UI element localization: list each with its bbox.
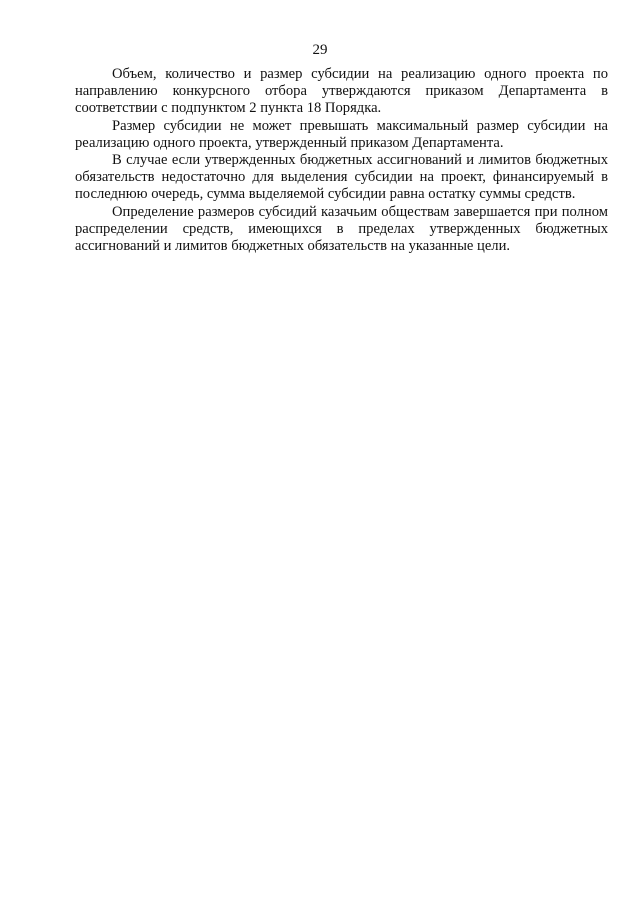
paragraph-subsidy-volume: Объем, количество и размер субсидии на реализацию одного проекта по направлению конкурсного отбора утверждаются приказом Департамента в соответствии с подпунктом 2 пункта 18 Порядка.: [75, 66, 608, 117]
paragraph-subsidy-max: Размер субсидии не может превышать максимальный размер субсидии на реализацию одного проекта, утвержденный приказом Департамента.: [75, 117, 608, 151]
document-body: [75, 66, 608, 255]
paragraph-distribution-complete: Определение размеров субсидий казачьим обществам завершается при полном распределении средств, имеющихся в пределах утвержденных бюджетных ассигнований и лимитов бюджетных обязательств на указанные цели.: [75, 203, 608, 255]
paragraph-insufficient-funds: В случае если утвержденных бюджетных ассигнований и лимитов бюджетных обязательств недостаточно для выделения субсидии на проект, финансируемый в последнюю очередь, сумма выделяемой субсидии равна остатку суммы средств.: [75, 152, 608, 203]
page-number: 29: [312, 42, 328, 58]
